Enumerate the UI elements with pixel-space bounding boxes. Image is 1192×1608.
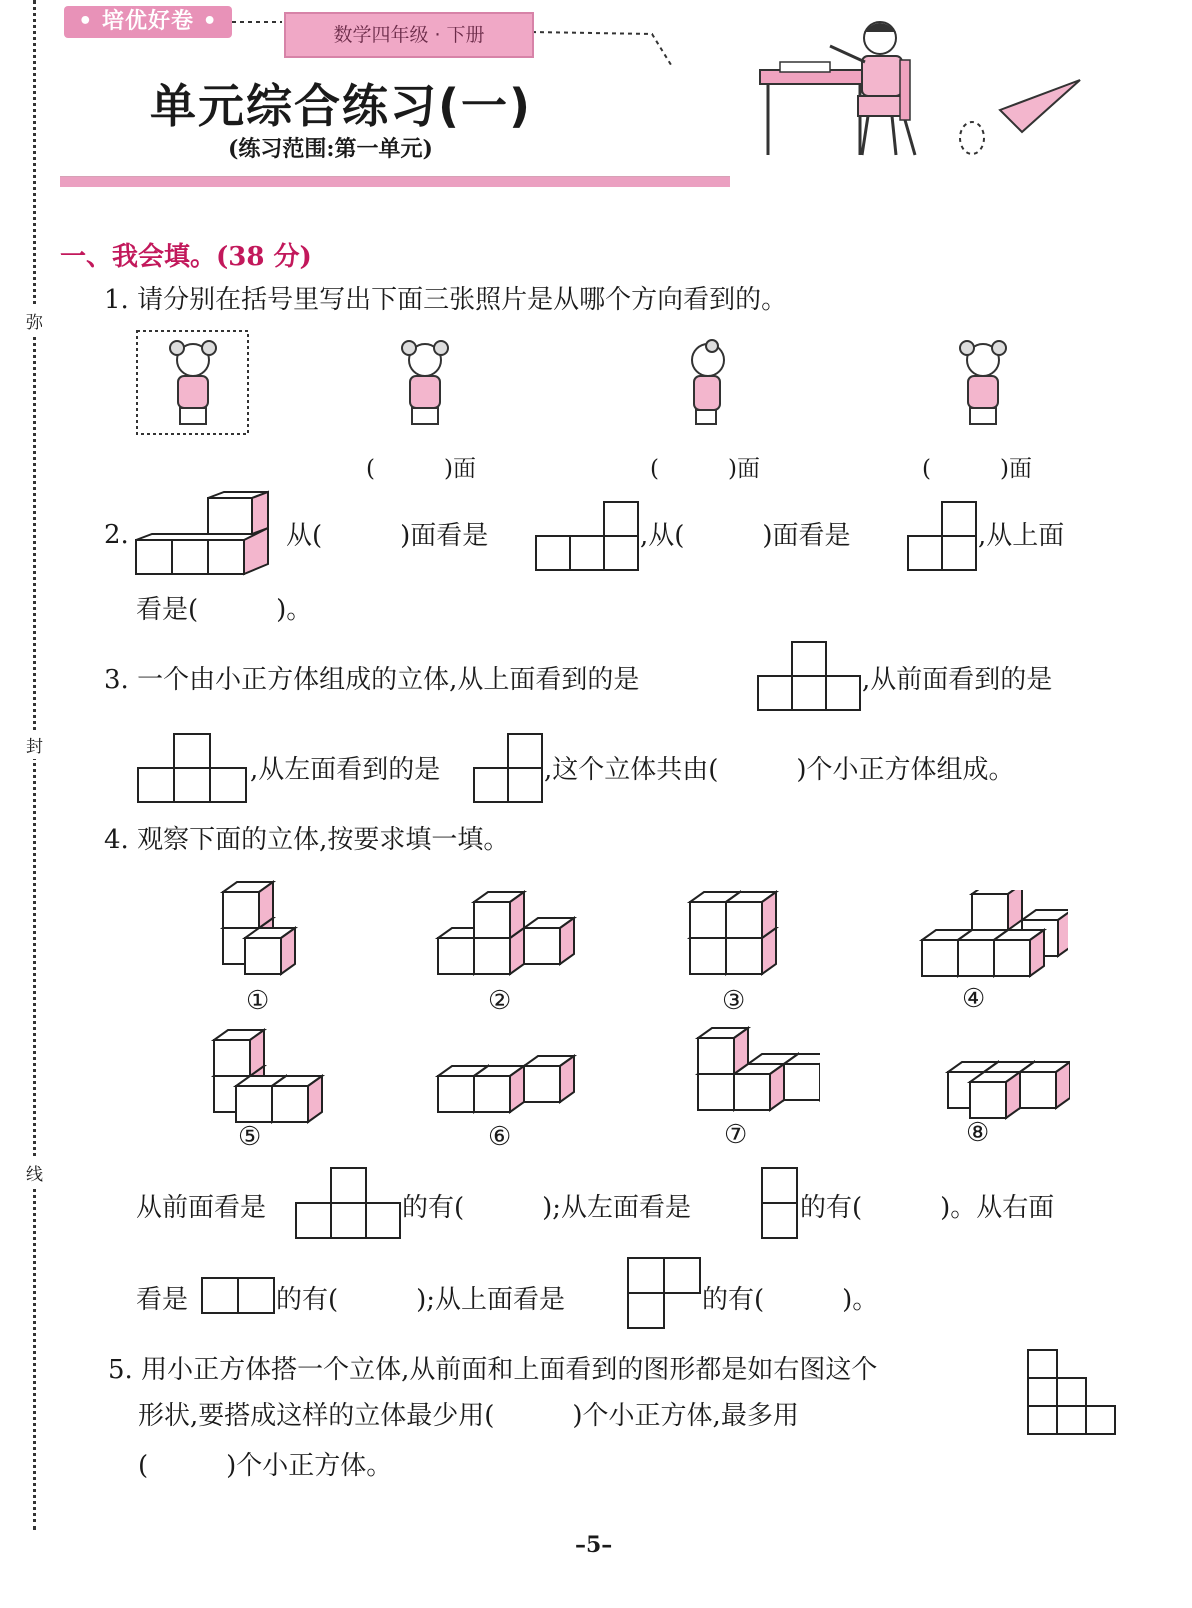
unit-cube <box>784 1054 820 1100</box>
unit-cube <box>970 1072 1020 1118</box>
unit-cube <box>994 930 1044 976</box>
binding-char-xian: 线 <box>26 1158 43 1187</box>
unit-cube <box>524 918 574 964</box>
bear-view-b-icon <box>672 338 738 430</box>
solid-label-8: ⑧ <box>966 1118 990 1148</box>
q3-front-view <box>136 732 248 804</box>
q2-cube-solid <box>132 490 278 580</box>
q5-line1: 5. 用小正方体搭一个立体,从前面和上面看到的图形都是如右图这个 <box>108 1355 878 1385</box>
q2-number: 2. <box>104 520 129 550</box>
bear-view-a-icon <box>392 338 458 430</box>
q4-left-shape <box>760 1166 800 1240</box>
unit-cube <box>1020 1062 1070 1108</box>
title-underline-bar <box>60 176 730 187</box>
unit-cube <box>524 1056 574 1102</box>
q2-part1: 从( )面看是 <box>286 521 489 551</box>
unit-cube <box>972 890 1022 930</box>
q5-line3: ( )个小正方体。 <box>138 1451 393 1481</box>
unit-cube <box>214 1030 264 1076</box>
q4-line1-a: 从前面看是 <box>136 1193 267 1223</box>
q4-line1-b: 的有( );从左面看是 <box>402 1193 692 1223</box>
page-title: 单元综合练习(一) <box>150 79 533 133</box>
q3-top-view <box>756 640 862 712</box>
q3-left-view <box>472 732 544 804</box>
q4-line1-c: 的有( )。从右面 <box>800 1193 1055 1223</box>
q2-part4: 看是( )。 <box>136 595 313 625</box>
q2-view-b <box>906 500 978 572</box>
solid-label-3: ③ <box>722 986 746 1016</box>
solid-3 <box>686 878 786 978</box>
solid-8 <box>930 1046 1070 1122</box>
bear-view-c-icon <box>950 338 1016 430</box>
unit-cube <box>245 928 295 974</box>
unit-cube <box>734 1064 784 1110</box>
q1-answer-blank-2[interactable]: ( )面 <box>650 456 760 482</box>
unit-cube <box>474 1066 524 1112</box>
binding-char-feng: 封 <box>26 730 43 759</box>
q2-part2: ,从( )面看是 <box>640 521 851 551</box>
unit-cube <box>726 892 776 938</box>
solid-label-1: ① <box>246 986 270 1016</box>
q4-text: 4. 观察下面的立体,按要求填一填。 <box>104 825 510 855</box>
q5-line2: 形状,要搭成这样的立体最少用( )个小正方体,最多用 <box>138 1401 799 1431</box>
q3-part2: ,从前面看到的是 <box>862 665 1053 695</box>
q2-part3: ,从上面 <box>978 521 1065 551</box>
q1-answer-blank-1[interactable]: ( )面 <box>366 456 476 482</box>
q1-text: 1. 请分别在括号里写出下面三张照片是从哪个方向看到的。 <box>104 285 788 315</box>
q3-part3: ,从左面看到的是 <box>250 755 441 785</box>
student-desk-illustration <box>750 10 1090 180</box>
solid-7 <box>680 1014 820 1124</box>
q3-part4: ,这个立体共由( )个小正方体组成。 <box>544 755 1015 785</box>
solid-2 <box>434 868 584 978</box>
brand-badge: • 培优好卷 • <box>64 6 232 38</box>
section-heading: 一、我会填。(38 分) <box>60 242 312 272</box>
binding-char-mi: 弥 <box>26 306 43 335</box>
grade-tab: 数学四年级 · 下册 <box>284 12 534 58</box>
solid-label-2: ② <box>488 986 512 1016</box>
solid-label-5: ⑤ <box>238 1122 262 1152</box>
q4-line2-b: 的有( );从上面看是 <box>276 1285 566 1315</box>
bear-front-icon <box>160 338 226 430</box>
q4-right-shape <box>200 1276 276 1316</box>
q4-line2-c: 的有( )。 <box>702 1285 879 1315</box>
unit-cube <box>272 1076 322 1122</box>
q4-front-shape <box>294 1166 402 1240</box>
q5-shape <box>1026 1348 1118 1438</box>
page-number: –5– <box>575 1532 613 1558</box>
q4-line2-a: 看是 <box>136 1285 189 1315</box>
solid-1 <box>205 868 325 978</box>
solid-5 <box>196 1026 336 1126</box>
q4-top-shape <box>626 1256 702 1330</box>
binding-dotted-line <box>33 0 36 1530</box>
page-subtitle: (练习范围:第一单元) <box>228 136 433 162</box>
q2-view-a <box>534 500 640 572</box>
q3-part1: 3. 一个由小正方体组成的立体,从上面看到的是 <box>104 665 640 695</box>
solid-label-6: ⑥ <box>488 1122 512 1152</box>
unit-cube <box>223 882 273 928</box>
solid-6 <box>434 1036 584 1116</box>
unit-cube <box>474 892 524 938</box>
solid-label-7: ⑦ <box>724 1120 748 1150</box>
unit-cube <box>698 1028 748 1074</box>
q1-answer-blank-3[interactable]: ( )面 <box>922 456 1032 482</box>
solid-label-4: ④ <box>962 984 986 1014</box>
solid-4 <box>918 890 1068 980</box>
